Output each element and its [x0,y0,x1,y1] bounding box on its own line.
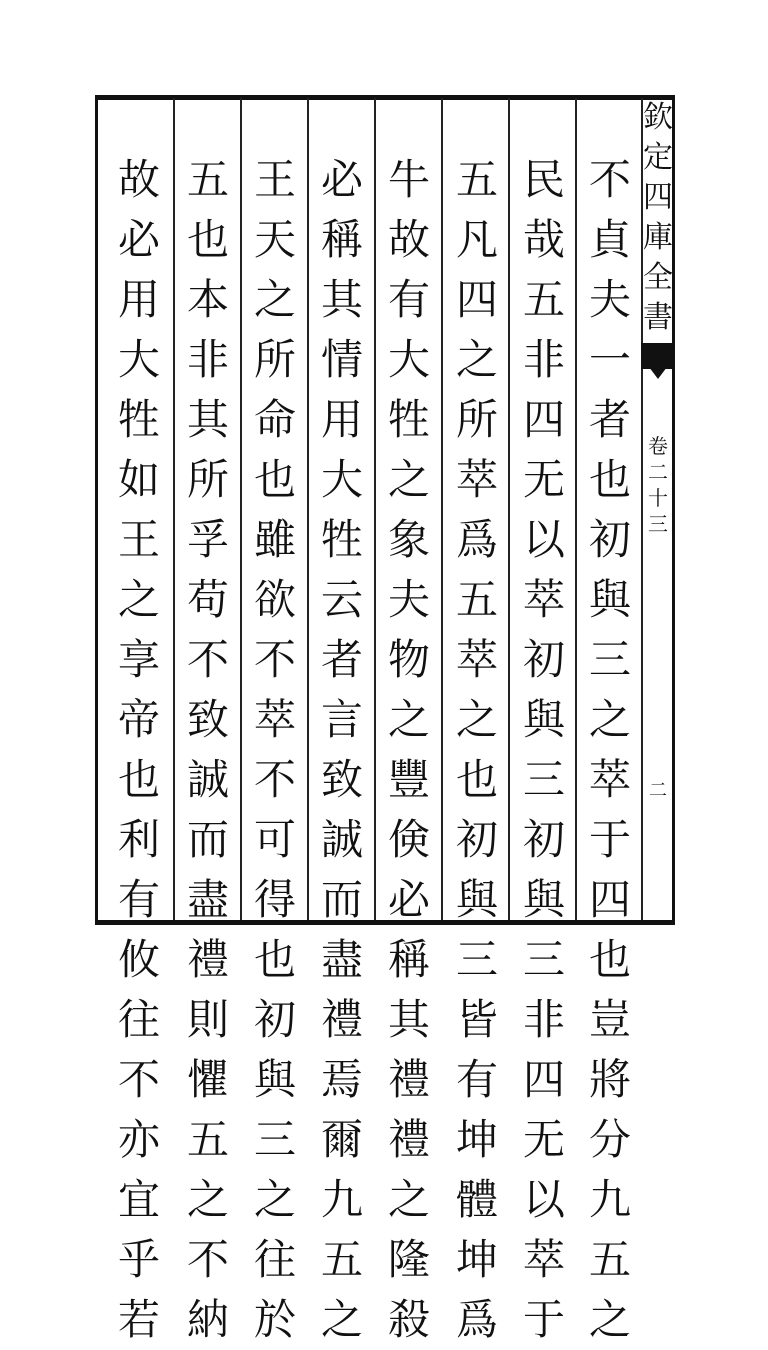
character: 不 [253,755,296,804]
character: 萃 [522,575,565,624]
character: 三 [253,1115,296,1164]
character: 五 [320,1235,363,1284]
character: 也 [455,755,498,804]
character: 與 [588,575,631,624]
character: 與 [522,695,565,744]
text-column-3 [449,150,505,1350]
character: 而 [186,815,229,864]
character: 所 [455,395,498,444]
character: 盡 [320,935,363,984]
character: 初 [588,515,631,564]
character: 誠 [320,815,363,864]
character: 初 [455,815,498,864]
character: 王 [117,515,160,564]
character: 九 [320,1175,363,1224]
character: 四 [588,875,631,924]
character: 書 [643,300,673,335]
character: 則 [186,995,229,1044]
character: 禮 [387,1055,430,1104]
character: 亦 [117,1115,160,1164]
character: 欽 [643,100,673,135]
character: 也 [588,455,631,504]
character: 故 [117,155,160,204]
character: 牲 [117,395,160,444]
column-rule [441,98,443,920]
character: 之 [253,275,296,324]
character: 初 [522,635,565,684]
character: 之 [117,575,160,624]
character: 之 [387,695,430,744]
character: 有 [455,1055,498,1104]
character: 隆 [387,1235,430,1284]
character: 享 [117,635,160,684]
character: 往 [253,1235,296,1284]
character: 宜 [117,1175,160,1224]
character: 得 [253,875,296,924]
character: 哉 [522,215,565,264]
character: 欲 [253,575,296,624]
character: 之 [320,1295,363,1344]
character: 故 [387,215,430,264]
character: 懼 [186,1055,229,1104]
character: 萃 [455,455,498,504]
character: 所 [253,335,296,384]
character: 萃 [522,1235,565,1284]
character: 之 [186,1175,229,1224]
character: 帝 [117,695,160,744]
character: 攸 [117,935,160,984]
character: 五 [186,155,229,204]
character: 大 [320,455,363,504]
character: 卷 [648,434,668,458]
character: 者 [320,635,363,684]
character: 也 [253,935,296,984]
character: 者 [588,395,631,444]
character: 致 [186,695,229,744]
column-rule [374,98,376,920]
character: 之 [387,1175,430,1224]
folio-number [641,780,675,802]
character: 五 [186,1115,229,1164]
character: 三 [588,635,631,684]
character: 民 [522,155,565,204]
character: 誠 [186,755,229,804]
character: 若 [117,1295,160,1344]
margin-band [641,98,675,920]
character: 爲 [455,1295,498,1344]
character: 夫 [588,275,631,324]
character: 體 [455,1175,498,1224]
character: 三 [648,512,668,536]
character: 九 [588,1175,631,1224]
character: 凡 [455,215,498,264]
character: 必 [387,875,430,924]
character: 王 [253,155,296,204]
character: 以 [522,515,565,564]
character: 不 [253,635,296,684]
text-column-6 [247,150,303,1350]
character: 萃 [455,635,498,684]
character: 坤 [455,1235,498,1284]
character: 全 [643,260,673,295]
character: 乎 [117,1235,160,1284]
column-rule [307,98,309,920]
character: 於 [253,1295,296,1344]
character: 也 [588,935,631,984]
character: 二 [648,460,668,484]
character: 牲 [320,515,363,564]
character: 其 [320,275,363,324]
character: 致 [320,755,363,804]
character: 萃 [253,695,296,744]
character: 也 [186,215,229,264]
character: 五 [455,155,498,204]
character: 命 [253,395,296,444]
character: 庫 [643,220,673,255]
character: 爲 [455,515,498,564]
character: 于 [522,1295,565,1344]
character: 將 [588,1055,631,1104]
character: 之 [588,1295,631,1344]
character: 本 [186,275,229,324]
character: 一 [588,335,631,384]
character: 也 [117,755,160,804]
character: 大 [387,335,430,384]
character: 非 [522,335,565,384]
character: 初 [522,815,565,864]
column-rule [575,98,577,920]
character: 初 [253,995,296,1044]
character: 之 [253,1175,296,1224]
book-title [641,98,675,338]
text-column-2 [516,150,572,1350]
character: 牲 [387,395,430,444]
character: 四 [643,180,673,215]
text-column-7 [180,150,236,1350]
character: 豈 [588,995,631,1044]
character: 三 [522,935,565,984]
text-column-8 [111,150,167,1350]
column-rule [240,98,242,920]
character: 稱 [320,215,363,264]
character: 二 [649,780,667,801]
character: 之 [455,335,498,384]
text-column-1 [582,150,638,1350]
character: 有 [387,275,430,324]
character: 牛 [387,155,430,204]
column-rule [173,98,175,920]
character: 定 [643,140,673,175]
character: 孚 [186,515,229,564]
character: 五 [522,275,565,324]
character: 萃 [588,755,631,804]
character: 无 [522,455,565,504]
character: 用 [320,395,363,444]
character: 不 [186,1235,229,1284]
character: 雖 [253,515,296,564]
character: 不 [588,155,631,204]
character: 十 [648,486,668,510]
character: 殺 [387,1295,430,1344]
character: 四 [455,275,498,324]
character: 分 [588,1115,631,1164]
character: 必 [117,215,160,264]
character: 情 [320,335,363,384]
character: 與 [455,875,498,924]
character: 其 [186,395,229,444]
character: 也 [253,455,296,504]
character: 而 [320,875,363,924]
character: 之 [588,695,631,744]
character: 物 [387,635,430,684]
character: 往 [117,995,160,1044]
column-rule [508,98,510,920]
character: 禮 [186,935,229,984]
character: 倹 [387,815,430,864]
character: 與 [253,1055,296,1104]
character: 之 [387,455,430,504]
character: 與 [522,875,565,924]
character: 所 [186,455,229,504]
character: 大 [117,335,160,384]
character: 五 [588,1235,631,1284]
character: 可 [253,815,296,864]
character: 有 [117,875,160,924]
fishtail-mark [641,343,675,369]
character: 禮 [320,995,363,1044]
character: 利 [117,815,160,864]
character: 爾 [320,1115,363,1164]
character: 其 [387,995,430,1044]
character: 貞 [588,215,631,264]
character: 苟 [186,575,229,624]
character: 非 [186,335,229,384]
character: 稱 [387,935,430,984]
character: 非 [522,995,565,1044]
character: 言 [320,695,363,744]
character: 四 [522,1055,565,1104]
character: 坤 [455,1115,498,1164]
character: 必 [320,155,363,204]
character: 四 [522,395,565,444]
character: 于 [588,815,631,864]
character: 象 [387,515,430,564]
character: 三 [522,755,565,804]
character: 盡 [186,875,229,924]
character: 豐 [387,755,430,804]
volume-label [641,433,675,537]
character: 以 [522,1175,565,1224]
character: 夫 [387,575,430,624]
character: 焉 [320,1055,363,1104]
text-column-5 [314,150,370,1350]
character: 天 [253,215,296,264]
character: 不 [186,635,229,684]
character: 納 [186,1295,229,1344]
character: 不 [117,1055,160,1104]
character: 如 [117,455,160,504]
character: 用 [117,275,160,324]
character: 无 [522,1115,565,1164]
character: 皆 [455,995,498,1044]
character: 禮 [387,1115,430,1164]
text-column-4 [381,150,437,1350]
character: 三 [455,935,498,984]
character: 云 [320,575,363,624]
character: 五 [455,575,498,624]
character: 之 [455,695,498,744]
